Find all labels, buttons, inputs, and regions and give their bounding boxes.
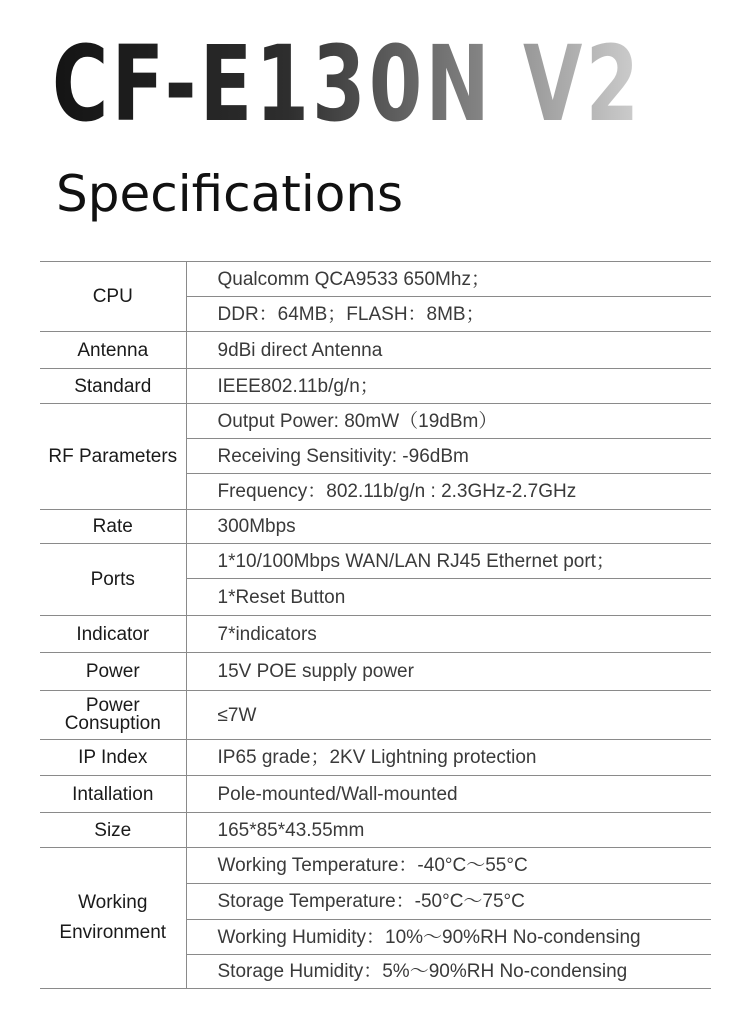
- spec-label-line: Rate: [92, 516, 133, 537]
- spec-label-line: Working: [78, 892, 148, 913]
- spec-label: [40, 332, 186, 369]
- spec-value: 1*10/100Mbps WAN/LAN RJ45 Ethernet port；: [186, 544, 711, 579]
- spec-label: [40, 262, 186, 332]
- spec-label: [40, 653, 186, 691]
- spec-row: [40, 616, 711, 653]
- spec-label: [40, 813, 186, 848]
- spec-value: Working Temperature：-40°C～55°C: [186, 848, 711, 884]
- product-title: CF-E130N V2: [52, 23, 643, 145]
- spec-label: [40, 740, 186, 776]
- spec-value: Storage Temperature：-50°C～75°C: [186, 884, 711, 920]
- spec-row: [40, 404, 711, 439]
- spec-value: 15V POE supply power: [186, 653, 711, 691]
- spec-value: Frequency：802.11b/g/n : 2.3GHz-2.7GHz: [186, 474, 711, 510]
- specifications-heading: Specifications: [56, 165, 404, 223]
- spec-row: [40, 510, 711, 544]
- spec-label: [40, 616, 186, 653]
- spec-label: [40, 776, 186, 813]
- spec-label-line: Intallation: [72, 783, 154, 805]
- spec-value: 9dBi direct Antenna: [186, 332, 711, 369]
- spec-label-line: Standard: [74, 375, 152, 397]
- specifications-table: [40, 261, 711, 989]
- spec-label-line: Indicator: [76, 623, 150, 645]
- spec-label: [40, 510, 186, 544]
- spec-label-line: Consuption: [64, 713, 161, 734]
- spec-row: [40, 332, 711, 369]
- spec-label: [40, 404, 186, 510]
- spec-value: Storage Humidity：5%～90%RH No-condensing: [186, 955, 711, 989]
- spec-row: [40, 262, 711, 297]
- spec-value: Output Power: 80mW（19dBm）: [186, 404, 711, 439]
- spec-value: IEEE802.11b/g/n；: [186, 369, 711, 404]
- spec-value: 1*Reset Button: [186, 579, 711, 616]
- spec-label-line: Power: [85, 695, 140, 716]
- spec-value: 300Mbps: [186, 510, 711, 544]
- spec-value: Qualcomm QCA9533 650Mhz；: [186, 262, 711, 297]
- spec-label-line: RF Parameters: [48, 446, 178, 467]
- spec-row: [40, 776, 711, 813]
- spec-row: [40, 740, 711, 776]
- spec-row: [40, 848, 711, 884]
- specifications-table-body: [40, 262, 711, 989]
- spec-label: [40, 691, 186, 740]
- spec-label-line: Ports: [90, 569, 135, 590]
- spec-row: [40, 369, 711, 404]
- spec-label: [40, 544, 186, 616]
- spec-row: [40, 544, 711, 579]
- spec-value: ≤7W: [186, 691, 711, 740]
- spec-value: 7*indicators: [186, 616, 711, 653]
- spec-label-line: Environment: [59, 922, 167, 943]
- spec-label: [40, 369, 186, 404]
- spec-label-line: Power: [85, 661, 140, 682]
- spec-label-line: CPU: [92, 286, 133, 307]
- spec-value: Working Humidity：10%～90%RH No-condensing: [186, 920, 711, 955]
- spec-row: [40, 813, 711, 848]
- spec-value: Receiving Sensitivity: -96dBm: [186, 439, 711, 474]
- spec-value: 165*85*43.55mm: [186, 813, 711, 848]
- spec-label-line: IP Index: [78, 747, 148, 768]
- spec-row: [40, 653, 711, 691]
- spec-value: IP65 grade；2KV Lightning protection: [186, 740, 711, 776]
- spec-label: [40, 848, 186, 989]
- spec-row: [40, 691, 711, 740]
- spec-value: Pole-mounted/Wall-mounted: [186, 776, 711, 813]
- spec-value: DDR：64MB；FLASH：8MB；: [186, 297, 711, 332]
- spec-label-line: Antenna: [77, 339, 149, 361]
- spec-label-line: Size: [94, 819, 132, 841]
